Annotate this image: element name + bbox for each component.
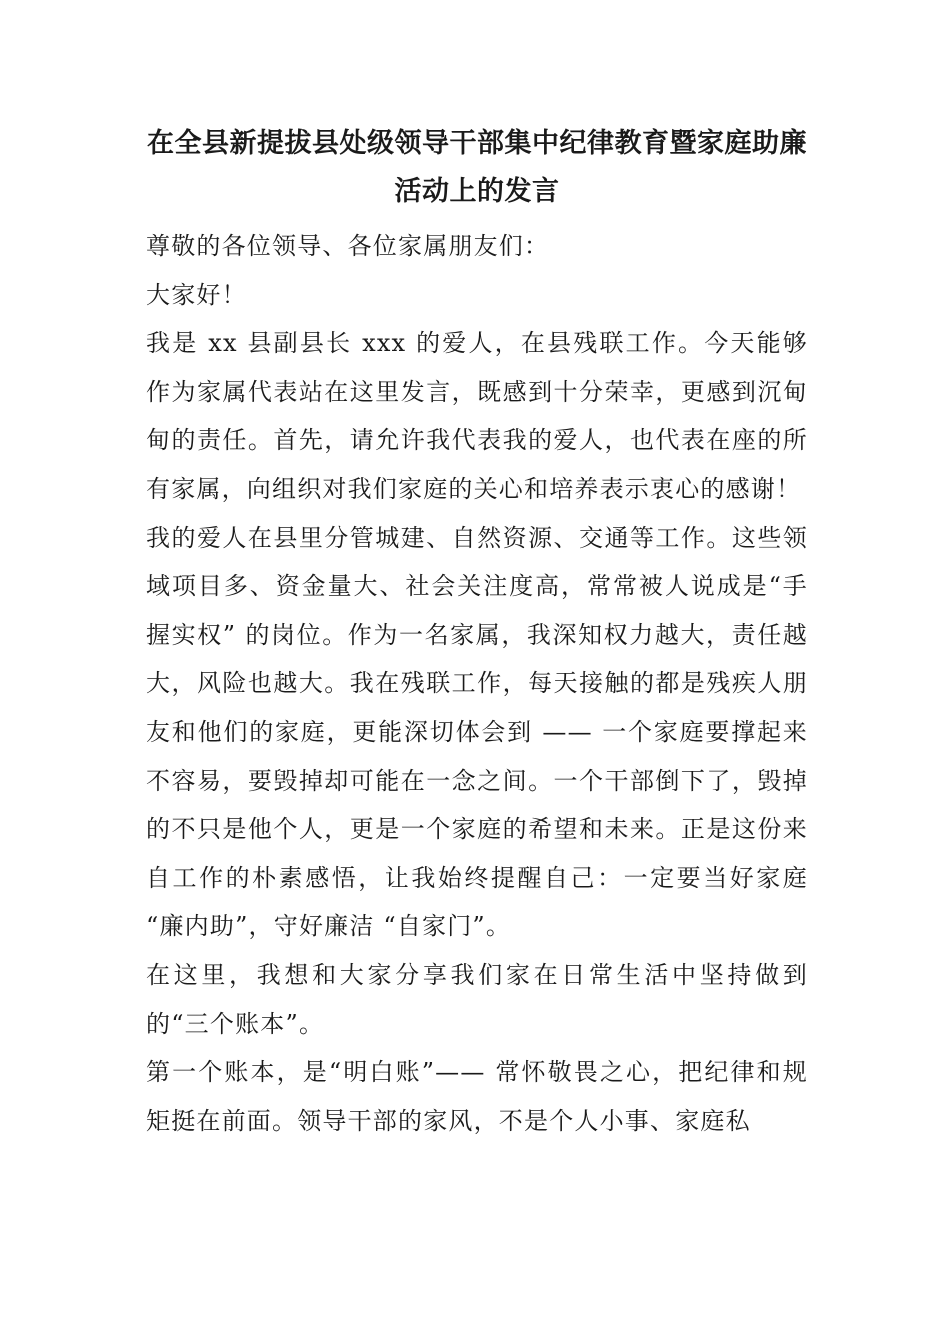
- document-body: [146, 120, 808, 1145]
- paragraph-responsibility: 我的爱人在县里分管城建、自然资源、交通等工作。这些领域项目多、资金量大、社会关注度高，常常被人说成是“手握实权” 的岗位。作为一名家属，我深知权力越大，责任越大，风险也越大。我在残联工作，每天接触的都是残疾人朋友和他们的家庭，更能深切体会到 —— 一个家庭要撑起来不容易，要毁掉却可能在一念之间。一个干部倒下了，毁掉的不只是他个人，更是一个家庭的希望和未来。正是这份来自工作的朴素感悟，让我始终提醒自己：一定要当好家庭 “廉内助”，守好廉洁 “自家门”。: [146, 523, 808, 941]
- document-title: 在全县新提拔县处级领导干部集中纪律教育暨家庭助廉活动上的发言: [147, 128, 807, 207]
- paragraph-intro: 我是 xx 县副县长 xxx 的爱人，在县残联工作。今天能够作为家属代表站在这里发言，既感到十分荣幸，更感到沉甸甸的责任。首先，请允许我代表我的爱人，也代表在座的所有家属，向组织对我们家庭的关心和培养表示衷心的感谢！: [146, 329, 808, 503]
- greeting: 大家好！: [146, 280, 247, 309]
- paragraph-first-ledger: 第一个账本，是“明白账”—— 常怀敬畏之心，把纪律和规矩挺在前面。领导干部的家风，不是个人小事、家庭私: [146, 1058, 808, 1135]
- paragraph-three-ledgers: 在这里，我想和大家分享我们家在日常生活中坚持做到的“三个账本”。: [146, 960, 808, 1038]
- salutation: 尊敬的各位领导、各位家属朋友们：: [146, 232, 550, 260]
